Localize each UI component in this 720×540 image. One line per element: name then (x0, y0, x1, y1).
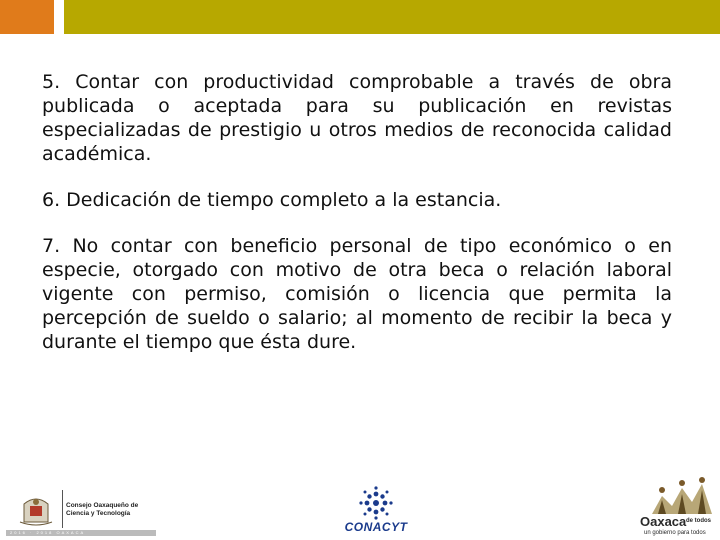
header-accent-olive (64, 0, 720, 34)
cocyt-line-1: Consejo Oaxaqueño de (66, 502, 139, 509)
cocyt-line-2: Ciencia y Tecnología (66, 510, 131, 517)
oaxaca-figures-icon (648, 476, 714, 516)
header-gap (54, 0, 64, 34)
cocyt-strip-text: 2016 · 2018 OAXACA (10, 530, 86, 535)
conacyt-logo (338, 486, 414, 536)
oaxaca-name: Oaxaca (640, 514, 687, 529)
conacyt-name: CONACYT (344, 520, 408, 534)
oaxaca-logo (636, 476, 720, 540)
oaxaca-suffix: de todos (686, 518, 711, 524)
logo-divider (62, 490, 63, 528)
cocyt-logo (6, 486, 156, 536)
requirement-item-7: 7. No contar con beneficio personal de tipo económico o en especie, otorgado con motivo de otra beca o relación laboral vigente con permiso, comisión o licencia que permita la percepción de sueldo o salario; al momento de recibir la beca y durante el tiempo que ésta dure. (42, 235, 672, 353)
requirement-item-6: 6. Dedicación de tiempo completo a la estancia. (42, 189, 502, 211)
oaxaca-tagline: un gobierno para todos (644, 530, 706, 536)
state-seal-icon (14, 492, 58, 526)
cocyt-name (66, 502, 138, 518)
requirement-item-5: 5. Contar con productividad comprobable a través de obra publicada o aceptada para su publicación en revistas especializadas de prestigio u otros medios de reconocida calidad académica. (42, 71, 672, 165)
slide-body (42, 70, 672, 376)
conacyt-emblem-icon (356, 486, 396, 520)
header-accent-orange (0, 0, 54, 34)
